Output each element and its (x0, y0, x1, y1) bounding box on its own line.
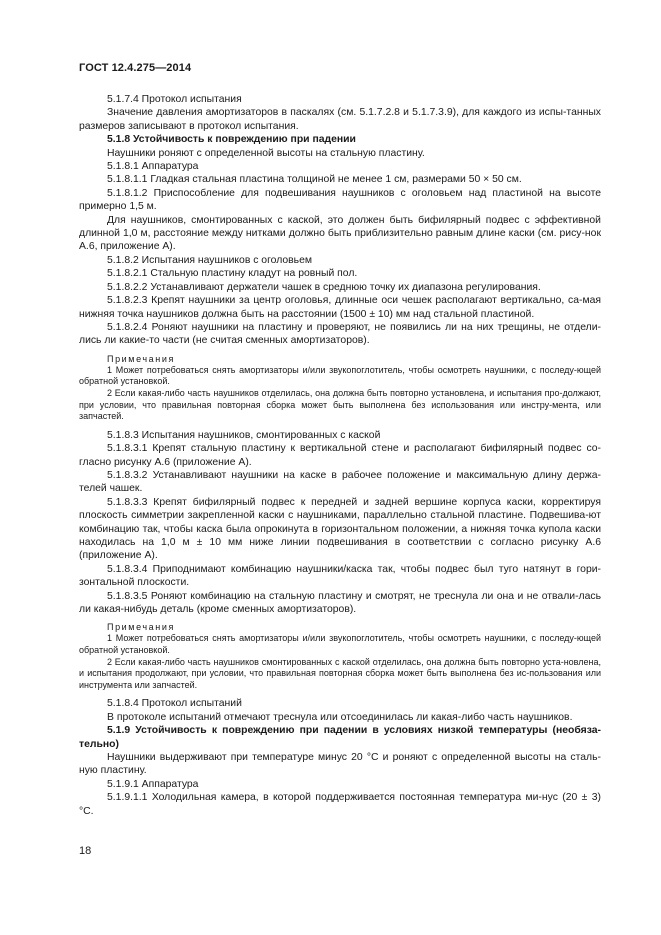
paragraph: Наушники роняют с определенной высоты на стальную пластину. (107, 147, 425, 159)
note-item: 1 Может потребоваться снять амортизаторы и/или звукопоглотитель, чтобы осмотреть наушники, с последу-ющей обратной установкой. (79, 633, 601, 655)
section-heading: 5.1.9.1 Аппаратура (107, 778, 199, 790)
paragraph: 5.1.8.2.1 Стальную пластину кладут на ровный пол. (107, 268, 358, 280)
paragraph: 5.1.8.3.2 Устанавливают наушники на каске в рабочее положение и максимальную длину держа-телей чашек. (79, 469, 601, 495)
paragraph: 5.1.9.1.1 Холодильная камера, в которой поддерживается постоянная температура ми-нус (20 ± 3) °С. (79, 792, 601, 817)
section-heading: 5.1.8.1 Аппаратура (107, 161, 199, 173)
section-heading: 5.1.9 Устойчивость к повреждению при падении в условиях низкой температуры (необяза-тельно) (79, 725, 601, 750)
section-heading: 5.1.8.4 Протокол испытаний (107, 698, 242, 710)
section-heading: 5.1.8.2 Испытания наушников с оголовьем (107, 254, 313, 266)
paragraph: 5.1.8.2.3 Крепят наушники за центр оголовья, длинные оси чешек располагают вертикально, са-мая нижняя точка наушников должна быть на расстоянии (1500 ± 10) мм над стальной пластиной. (79, 295, 601, 320)
paragraph: Наушники выдерживают при температуре минус 20 °С и роняют с определенной высоты на сталь-ную пластину. (79, 751, 601, 777)
notes-title: Примечания (107, 353, 175, 364)
paragraph: 5.1.8.1.2 Приспособление для подвешивания наушников с оголовьем над пластиной на высоте примерно 1,5 м. (79, 187, 601, 213)
paragraph: Для наушников, смонтированных с каской, это должен быть бифилярный подвес с эффективной длинной 1,0 м, расстояние между нитками должно быть приблизительно равным длине каски (см. рису-нок А.6, приложение А). (79, 214, 601, 253)
paragraph: Значение давления амортизаторов в паскалях (см. 5.1.7.2.8 и 5.1.7.3.9), для каждого из испы-танных размеров записывают в протокол испытания. (79, 107, 601, 132)
section-heading: 5.1.8 Устойчивость к повреждению при падении (107, 134, 356, 146)
section-heading: 5.1.8.3 Испытания наушников, смонтированных с каской (107, 429, 381, 441)
paragraph: 5.1.8.3.3 Крепят бифилярный подвес к передней и задней вершине корпуса каски, корректируя плоскость симметрии закрепленной каски с наушниками, параллельно стальной пластине. Подвешива-ют комбинацию так, чтобы каска была опрокинута в горизонтальном положении, а нижняя точка купола каски находилась на 1,0 м ± 10 мм ниже линии подвешивания в соответствии с согласно рисунку А.6 (приложение А). (79, 496, 601, 562)
paragraph: 5.1.8.1.1 Гладкая стальная пластина толщиной не менее 1 см, размерами 50 × 50 см. (107, 174, 522, 186)
document-body (79, 93, 601, 818)
paragraph: 5.1.8.2.4 Роняют наушники на пластину и проверяют, не появились ли на них трещины, не отдели-лись ли какие-то части (не считая сменных амортизаторов). (79, 321, 601, 347)
paragraph: 5.1.8.3.5 Роняют комбинацию на стальную пластину и смотрят, не треснула ли она и не отвали-лась ли какая-нибудь деталь (кроме сменных амортизаторов). (79, 590, 601, 615)
paragraph: 5.1.8.2.2 Устанавливают держатели чашек в среднюю точку их диапазона регулирования. (107, 281, 541, 293)
document-header: ГОСТ 12.4.275—2014 (79, 62, 192, 74)
page-number: 18 (79, 845, 92, 857)
notes-title: Примечания (107, 622, 175, 633)
note-item: 1 Может потребоваться снять амортизаторы и/или звукопоглотитель, чтобы осмотреть наушники, с последу-ющей обратной установкой. (79, 364, 601, 387)
paragraph: В протоколе испытаний отмечают треснула или отсоединилась ли какая-либо часть наушников. (107, 711, 573, 723)
section-heading: 5.1.7.4 Протокол испытания (107, 94, 242, 105)
note-item: 2 Если какая-либо часть наушников смонтированных с каской отделилась, она должна быть повторно уста-новлена, и испытания продолжают, при условии, что правильная повторная сборка может быть выполнена без ис-пользования или инструмента или запчастей. (79, 656, 601, 690)
paragraph: 5.1.8.3.4 Приподнимают комбинацию наушники/каска так, чтобы подвес был туго натянут в гори-зонтальной плоскости. (79, 563, 601, 589)
paragraph: 5.1.8.3.1 Крепят стальную пластину к вертикальной стене и располагают бифилярный подвес со-гласно рисунку А.6 (приложение А). (79, 443, 601, 468)
note-item: 2 Если какая-либо часть наушников отделилась, она должна быть повторно установлена, и испытания про-должают, при условии, что правильная повторная сборка может быть выполнена без использования или инстру-мента, или запчастей. (79, 387, 601, 422)
